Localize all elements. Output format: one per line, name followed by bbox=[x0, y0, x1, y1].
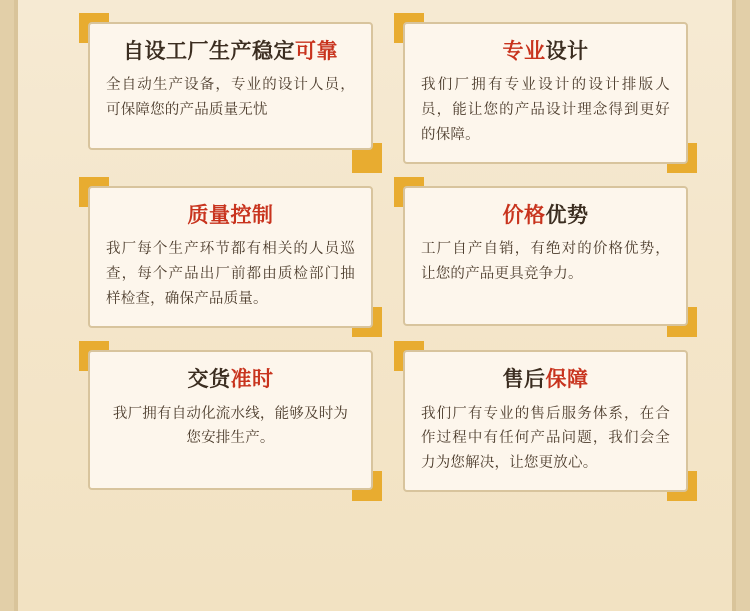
title-dark-part-1: 自设工厂生产稳定 bbox=[123, 40, 295, 63]
feature-card-title-5 bbox=[106, 366, 355, 393]
title-dark-part-4: 优势 bbox=[545, 204, 589, 228]
feature-card-body-4 bbox=[403, 186, 688, 326]
title-accent-part-6: 保障 bbox=[545, 368, 589, 392]
feature-card-body-2 bbox=[403, 22, 688, 164]
feature-card-text-5: 我厂拥有自动化流水线，能够及时为您安排生产。 bbox=[112, 405, 349, 447]
feature-card-grid bbox=[88, 22, 688, 492]
feature-card-6 bbox=[403, 350, 688, 492]
feature-card-title-1 bbox=[106, 38, 355, 65]
feature-card-text-3: 我厂每个生产环节都有相关的人员巡查，每个产品出厂前都由质检部门抽样检查，确保产品质量。 bbox=[106, 241, 355, 308]
title-accent-part-1: 可靠 bbox=[295, 40, 338, 63]
feature-card-title-6 bbox=[421, 366, 670, 393]
feature-card-title-2 bbox=[421, 38, 670, 65]
feature-card-title-3 bbox=[106, 202, 355, 229]
feature-card-text-6: 我们厂有专业的售后服务体系，在合作过程中有任何产品问题，我们会全力为您解决，让您更放心。 bbox=[421, 405, 670, 472]
title-dark-part-6: 售后 bbox=[502, 368, 546, 392]
feature-card-text-4: 工厂自产自销，有绝对的价格优势，让您的产品更具竞争力。 bbox=[421, 241, 670, 283]
title-accent-part-2: 专业 bbox=[502, 40, 546, 63]
feature-card-3 bbox=[88, 186, 373, 328]
feature-card-5 bbox=[88, 350, 373, 492]
feature-card-title-4 bbox=[421, 202, 670, 229]
title-accent-part-5: 准时 bbox=[230, 368, 274, 392]
title-dark-part-2: 设计 bbox=[545, 40, 589, 63]
title-accent-part-4: 价格 bbox=[502, 204, 546, 228]
feature-card-body-5 bbox=[88, 350, 373, 490]
feature-card-body-3 bbox=[88, 186, 373, 328]
feature-card-2 bbox=[403, 22, 688, 164]
title-accent-part-3: 质量控制 bbox=[187, 204, 274, 228]
feature-card-text-2: 我们厂拥有专业设计的设计排版人员，能让您的产品设计理念得到更好的保障。 bbox=[421, 77, 670, 144]
feature-card-4 bbox=[403, 186, 688, 328]
feature-card-body-1 bbox=[88, 22, 373, 150]
feature-card-body-6 bbox=[403, 350, 688, 492]
title-dark-part-5: 交货 bbox=[187, 368, 231, 392]
feature-card-1 bbox=[88, 22, 373, 164]
feature-card-text-1: 全自动生产设备，专业的设计人员，可保障您的产品质量无忧 bbox=[106, 77, 355, 119]
